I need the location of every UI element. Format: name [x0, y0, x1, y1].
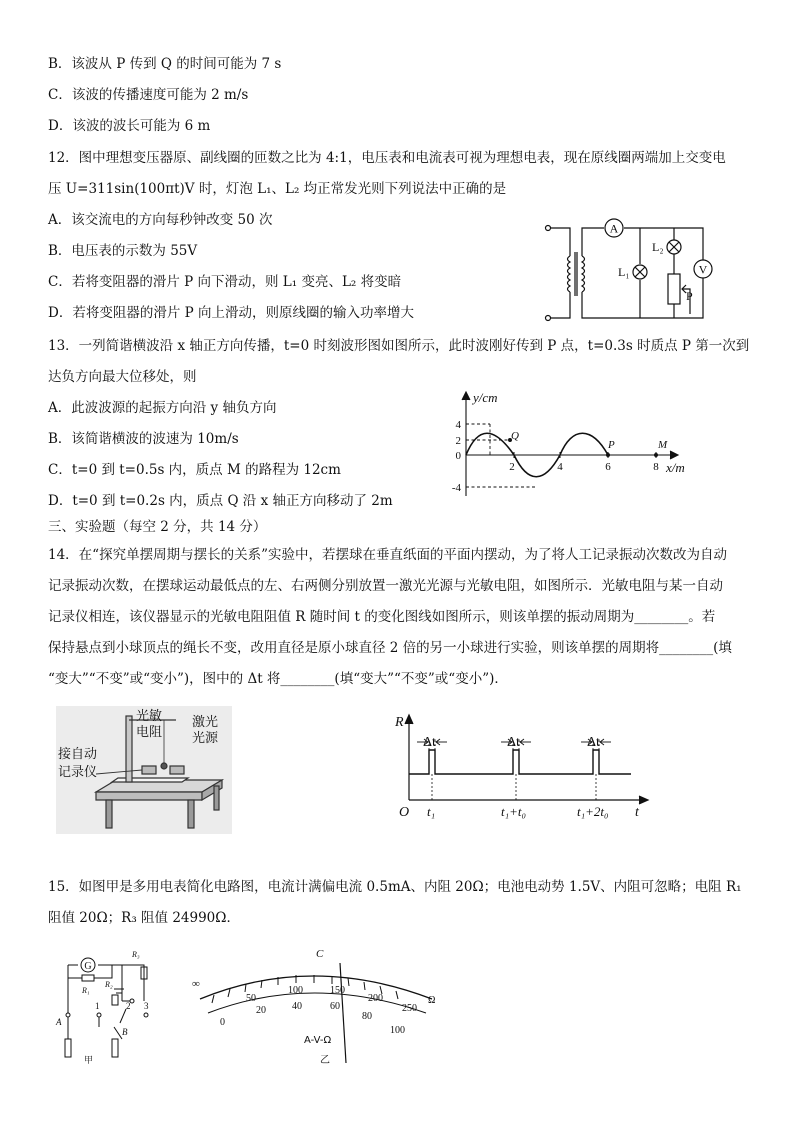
multimeter-dial-figure: [180, 943, 442, 1069]
q11-option-b: B．该波从 P 传到 Q 的时间可能为 7 s: [48, 56, 282, 72]
q11-option-c: C．该波的传播速度可能为 2 m/s: [48, 87, 249, 103]
svg-text:Q: Q: [511, 430, 519, 442]
svg-text:A: A: [56, 1017, 62, 1027]
galvanometer-icon: [81, 958, 95, 972]
section-heading: 三、实验题（每空 2 分，共 14 分）: [48, 519, 267, 535]
q14-line3: 记录仪相连，该仪器显示的光敏电阻阻值 R 随时间 t 的变化图线如图所示，则该单摆的振动周期为________。若: [48, 609, 716, 625]
svg-text:2: 2: [509, 461, 515, 473]
q12-option-c: C．若将变阻器的滑片 P 向下滑动，则 L₁ 变亮、L₂ 将变暗: [48, 274, 402, 290]
q13-option-c: C．t=0 到 t=0.5s 内，质点 M 的路程为 12cm: [48, 462, 341, 478]
svg-text:电阻: 电阻: [136, 725, 163, 740]
svg-text:G: G: [84, 961, 92, 972]
svg-text:Δt: Δt: [423, 735, 436, 750]
svg-text:A-V-Ω: A-V-Ω: [304, 1035, 332, 1046]
voltmeter-icon: [694, 260, 712, 278]
svg-text:V: V: [698, 262, 708, 277]
svg-text:y/cm: y/cm: [473, 390, 498, 405]
q15-line1: 15．如图甲是多用电表简化电路图，电流计满偏电流 0.5mA、内阻 20Ω；电池电动势 1.5V、内阻可忽略；电阻 R₁: [48, 879, 742, 895]
svg-text:L₂: L₂: [652, 240, 664, 254]
svg-text:O: O: [399, 805, 410, 820]
svg-text:250: 250: [402, 1003, 417, 1014]
q13-stem-line2: 达负方向最大位移处，则: [48, 369, 197, 385]
svg-text:R₂: R₂: [105, 980, 113, 989]
q12-stem-line2: 压 U=311sin(100πt)V 时，灯泡 L₁、L₂ 均正常发光则下列说法中正确的是: [48, 181, 507, 197]
svg-text:t₁+2t₀: t₁+2t₀: [577, 804, 609, 819]
svg-text:Δt: Δt: [507, 735, 520, 750]
q14-line2: 记录振动次数，在摆球运动最低点的左、右两侧分别放置一激光光源与光敏电阻，如图所示．光敏电阻与某一自动: [48, 578, 723, 594]
svg-text:记录仪: 记录仪: [58, 765, 98, 780]
svg-text:t: t: [635, 805, 639, 820]
svg-text:60: 60: [330, 1001, 340, 1012]
svg-text:x/m: x/m: [666, 460, 685, 475]
q14-line4: 保持悬点到小球顶点的绳长不变，改用直径是原小球直径 2 倍的另一小球进行实验，则该单摆的周期将________(填: [48, 640, 732, 656]
svg-text:A: A: [609, 221, 619, 236]
q13-option-a: A．此波波源的起振方向沿 y 轴负方向: [48, 400, 277, 416]
svg-text:1: 1: [95, 1001, 100, 1011]
svg-text:∞: ∞: [192, 978, 200, 990]
svg-text:C: C: [316, 948, 324, 960]
svg-text:80: 80: [362, 1011, 372, 1022]
svg-text:光源: 光源: [192, 731, 219, 746]
svg-text:光敏: 光敏: [136, 709, 163, 724]
q13-option-b: B．该简谐横波的波速为 10m/s: [48, 431, 239, 447]
q14-line5: “变大”“不变”或“变小”)，图中的 Δt 将________(填“变大”“不变”或“变小”)．: [48, 671, 508, 687]
svg-text:乙: 乙: [320, 1055, 330, 1066]
svg-text:0: 0: [455, 450, 461, 462]
lamp-l2-icon: [667, 240, 681, 254]
svg-text:8: 8: [653, 461, 659, 473]
svg-text:B: B: [122, 1027, 128, 1037]
svg-text:t₁+t₀: t₁+t₀: [501, 804, 527, 819]
svg-text:接自动: 接自动: [58, 747, 98, 762]
q13-stem-line1: 13．一列简谐横波沿 x 轴正方向传播，t=0 时刻波形图如图所示，此时波刚好传到 P 点，t=0.3s 时质点 P 第一次到: [48, 338, 750, 354]
svg-text:R: R: [395, 715, 404, 730]
q12-option-a: A．该交流电的方向每秒钟改变 50 次: [48, 212, 273, 228]
q11-option-d: D．该波的波长可能为 6 m: [48, 118, 211, 134]
svg-text:100: 100: [288, 985, 303, 996]
svg-text:6: 6: [605, 461, 611, 473]
svg-text:20: 20: [256, 1005, 266, 1016]
q12-stem-line1: 12．图中理想变压器原、副线圈的匝数之比为 4:1，电压表和电流表可视为理想电表，现在原线圈两端加上交变电: [48, 150, 726, 166]
svg-text:P: P: [608, 439, 615, 451]
svg-text:4: 4: [455, 419, 461, 431]
q14-line1: 14．在“探究单摆周期与摆长的关系”实验中，若摆球在垂直纸面的平面内摆动，为了将人工记录振动次数改为自动: [48, 547, 727, 563]
multimeter-circuit-figure: [52, 943, 164, 1065]
resistance-time-graph: [395, 712, 660, 820]
svg-text:4: 4: [557, 461, 563, 473]
wave-graph: [440, 388, 700, 504]
svg-text:t₁: t₁: [427, 804, 436, 819]
svg-text:50: 50: [246, 993, 256, 1004]
q12-option-b: B．电压表的示数为 55V: [48, 243, 198, 259]
svg-text:100: 100: [390, 1025, 405, 1036]
svg-text:0: 0: [220, 1017, 225, 1028]
svg-text:Ω: Ω: [428, 995, 436, 1006]
svg-text:200: 200: [368, 993, 383, 1004]
svg-text:L₁: L₁: [618, 265, 630, 279]
svg-text:R₁: R₁: [82, 986, 90, 995]
svg-text:Δt: Δt: [587, 735, 600, 750]
q13-option-d: D．t=0 到 t=0.2s 内，质点 Q 沿 x 轴正方向移动了 2m: [48, 493, 393, 509]
svg-text:-4: -4: [451, 482, 461, 494]
svg-text:3: 3: [144, 1001, 149, 1011]
svg-text:甲: 甲: [84, 1055, 94, 1065]
svg-text:P: P: [686, 289, 693, 303]
transformer-circuit-figure: [540, 214, 720, 326]
svg-text:150: 150: [330, 985, 345, 996]
svg-text:2: 2: [455, 435, 461, 447]
q12-option-d: D．若将变阻器的滑片 P 向上滑动，则原线圈的输入功率增大: [48, 305, 414, 321]
svg-text:激光: 激光: [192, 715, 219, 730]
pendulum-apparatus-figure: [56, 706, 232, 834]
svg-text:R₃: R₃: [132, 950, 140, 959]
ammeter-icon: [605, 219, 623, 237]
q15-line2: 阻值 20Ω；R₃ 阻值 24990Ω．: [48, 910, 240, 926]
lamp-l1-icon: [633, 265, 647, 279]
svg-text:2: 2: [126, 1001, 131, 1011]
svg-text:40: 40: [292, 1001, 302, 1012]
svg-text:M: M: [658, 439, 668, 451]
